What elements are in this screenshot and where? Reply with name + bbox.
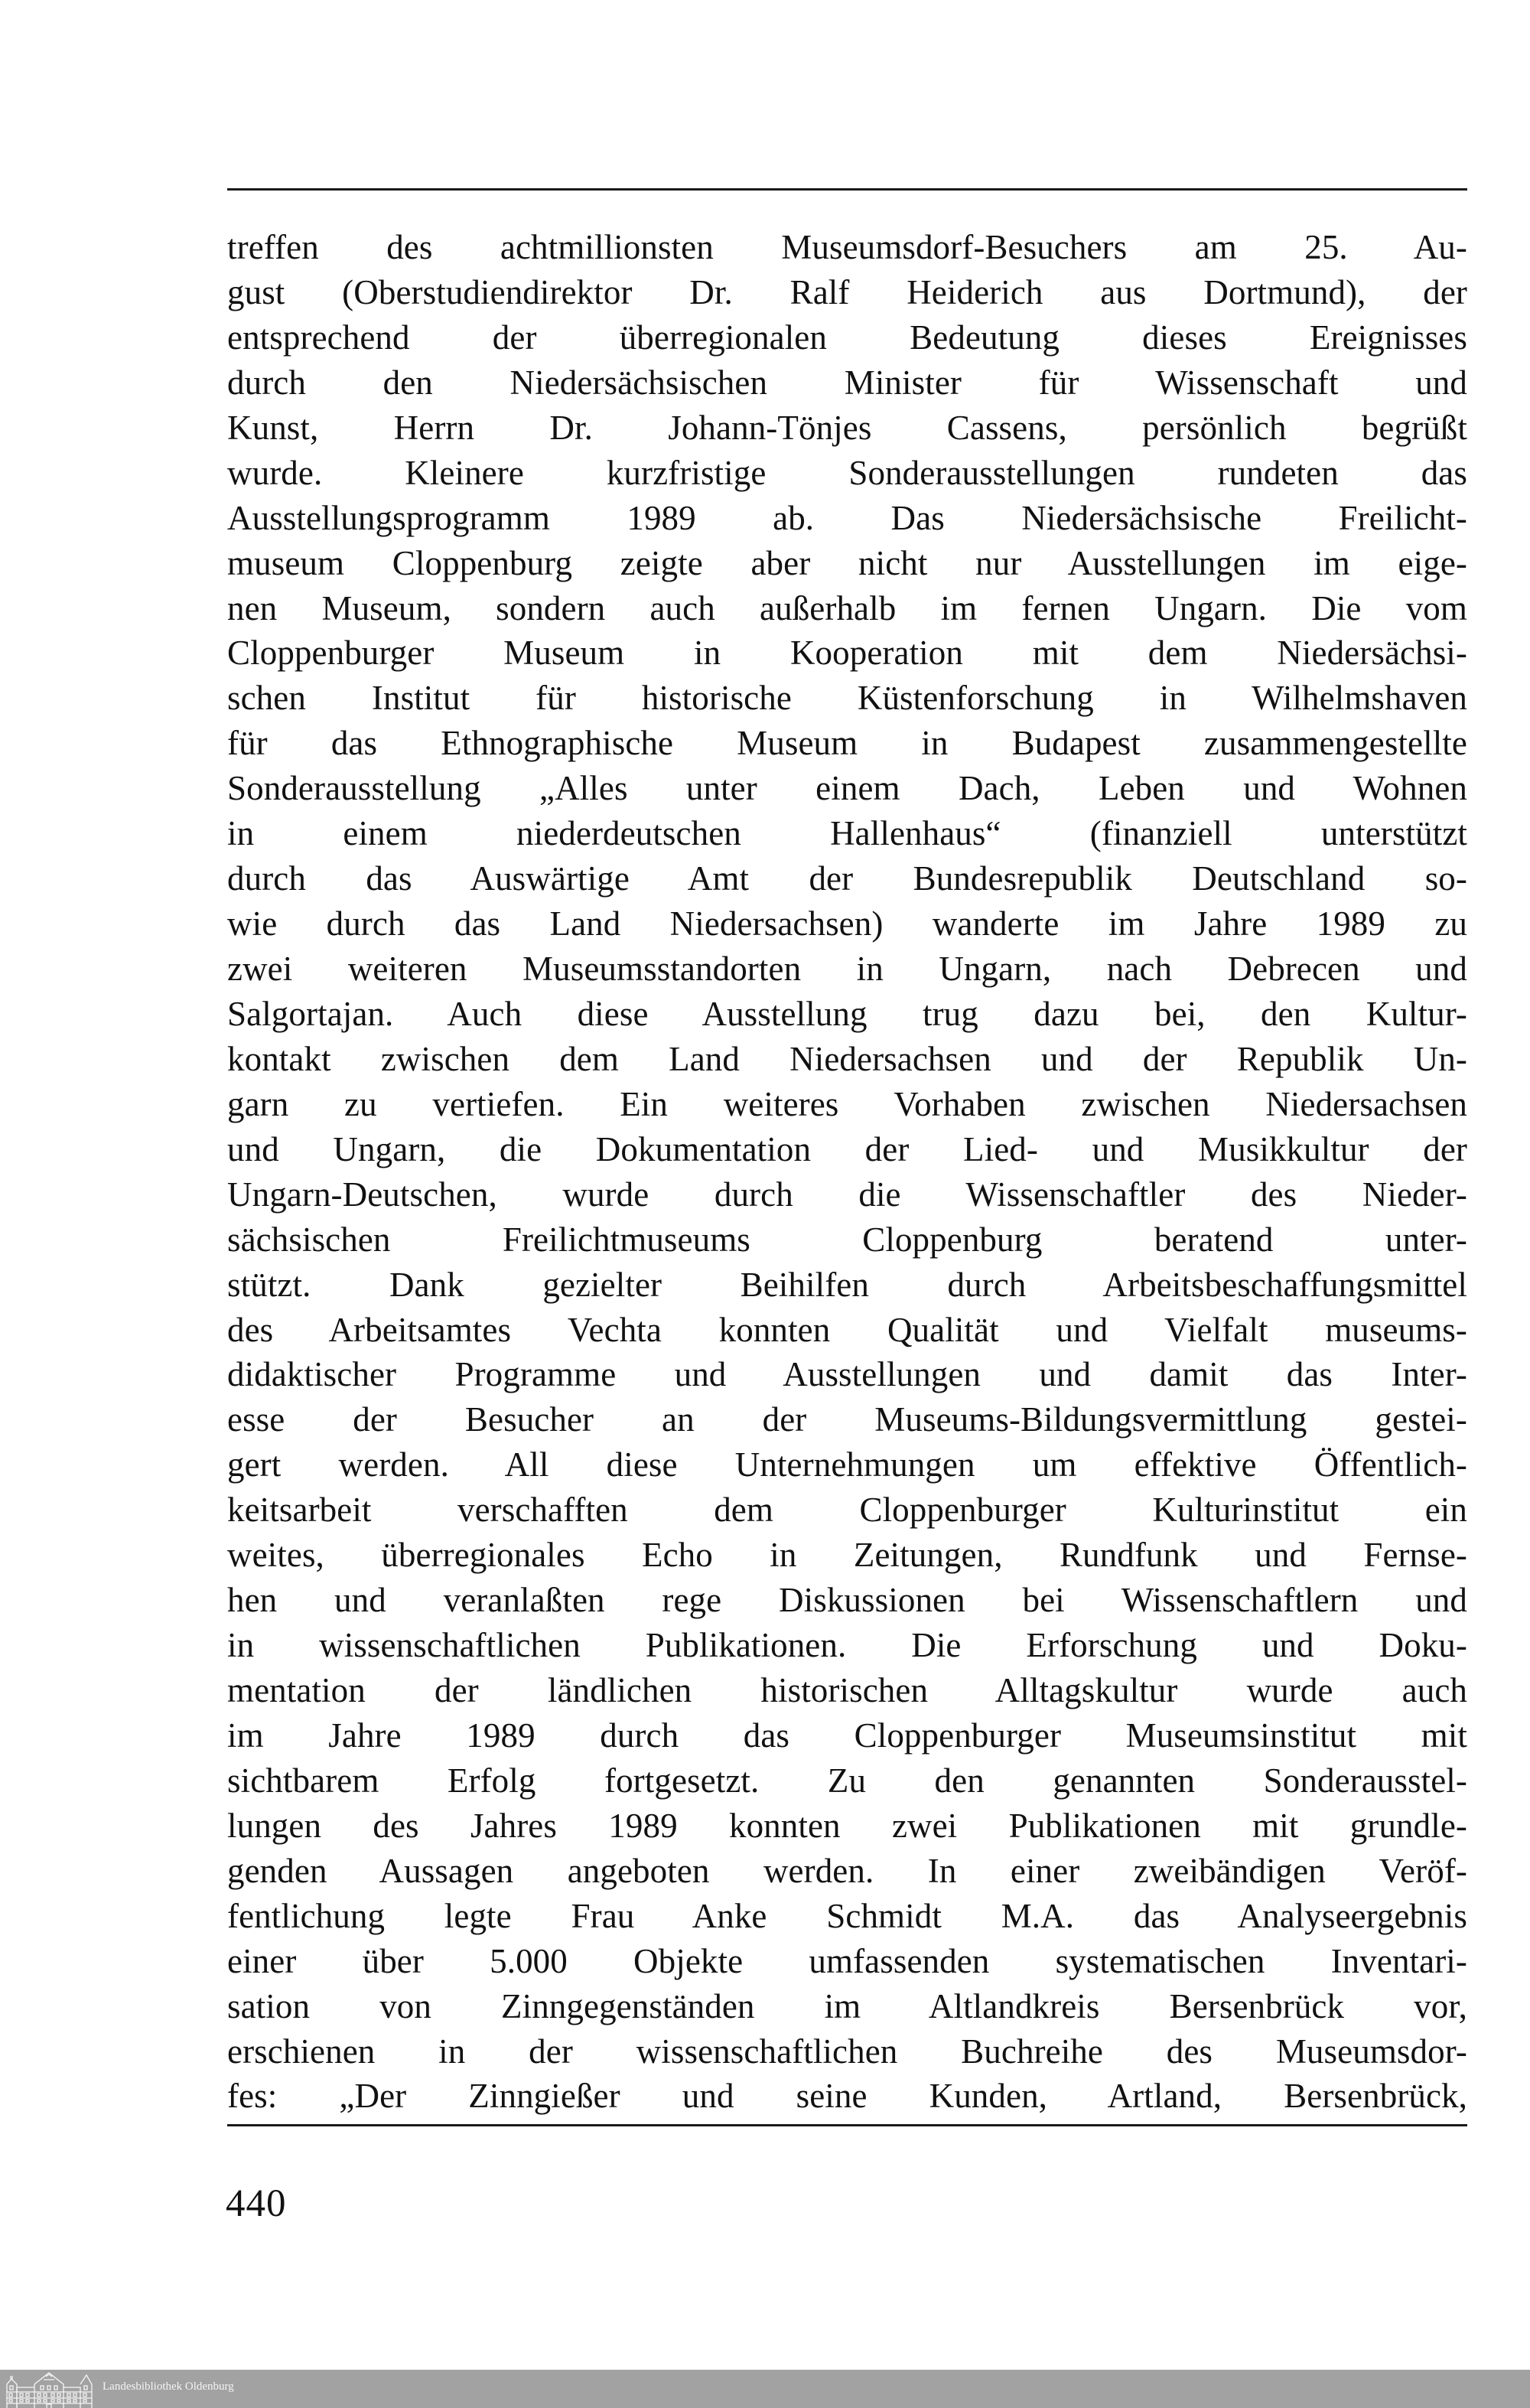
text-line: hen und veranlaßten rege Diskussionen bei Wissenschaftlern und — [227, 1581, 1467, 1620]
text-line: treffen des achtmillionsten Museumsdorf-Besuchers am 25. Au- — [227, 228, 1467, 266]
text-line: entsprechend der überregionalen Bedeutung dieses Ereignisses — [227, 318, 1467, 357]
body-text — [227, 225, 1467, 2119]
text-line: stützt. Dank gezielter Beihilfen durch Arbeitsbeschaffungsmittel — [227, 1265, 1467, 1304]
text-line: gert werden. All diese Unternehmungen um effektive Öffentlich- — [227, 1445, 1467, 1484]
text-line: Cloppenburger Museum in Kooperation mit dem Niedersächsi- — [227, 634, 1467, 673]
text-line: museum Cloppenburg zeigte aber nicht nur Ausstellungen im eige- — [227, 543, 1467, 582]
text-line: Ungarn-Deutschen, wurde durch die Wissenschaftler des Nieder- — [227, 1175, 1467, 1214]
text-line: des Arbeitsamtes Vechta konnten Qualität und Vielfalt museums- — [227, 1310, 1467, 1349]
text-line: sächsischen Freilichtmuseums Cloppenburg beratend unter- — [227, 1220, 1467, 1259]
text-line: nen Museum, sondern auch außerhalb im fernen Ungarn. Die vom — [227, 588, 1467, 627]
text-line: zwei weiteren Museumsstandorten in Ungarn, nach Debrecen und — [227, 950, 1467, 988]
text-line: didaktischer Programme und Ausstellungen und damit das Inter- — [227, 1355, 1467, 1394]
text-line: sation von Zinngegenständen im Altlandkreis Bersenbrück vor, — [227, 1986, 1467, 2025]
text-line: esse der Besucher an der Museums-Bildungsvermittlung gestei- — [227, 1400, 1467, 1439]
text-line: gust (Oberstudiendirektor Dr. Ralf Heiderich aus Dortmund), der — [227, 272, 1467, 311]
text-line: wie durch das Land Niedersachsen) wanderte im Jahre 1989 zu — [227, 904, 1467, 943]
library-footer-bar — [0, 2370, 1530, 2408]
top-rule — [227, 188, 1467, 191]
page-number: 440 — [226, 2182, 287, 2225]
text-line: durch das Auswärtige Amt der Bundesrepublik Deutschland so- — [227, 859, 1467, 898]
text-line: fentlichung legte Frau Anke Schmidt M.A. das Analyseergebnis — [227, 1896, 1467, 1935]
text-line: Salgortajan. Auch diese Ausstellung trug dazu bei, den Kultur- — [227, 994, 1467, 1033]
text-line: erschienen in der wissenschaftlichen Buchreihe des Museumsdor- — [227, 2032, 1467, 2071]
text-line: in einem niederdeutschen Hallenhaus“ (finanziell unterstützt — [227, 814, 1467, 853]
text-line: fes: „Der Zinngießer und seine Kunden, Artland, Bersenbrück, — [227, 2077, 1467, 2116]
text-line: weites, überregionales Echo in Zeitungen, Rundfunk und Fernse- — [227, 1536, 1467, 1575]
text-line: keitsarbeit verschafften dem Cloppenburger Kulturinstitut ein — [227, 1491, 1467, 1530]
text-line: Kunst, Herrn Dr. Johann-Tönjes Cassens, persönlich begrüßt — [227, 408, 1467, 447]
text-line: im Jahre 1989 durch das Cloppenburger Museumsinstitut mit — [227, 1716, 1467, 1755]
text-line: lungen des Jahres 1989 konnten zwei Publikationen mit grundle- — [227, 1806, 1467, 1845]
text-line: Ausstellungsprogramm 1989 ab. Das Niedersächsische Freilicht- — [227, 498, 1467, 537]
text-line: in wissenschaftlichen Publikationen. Die Erforschung und Doku- — [227, 1626, 1467, 1665]
text-line: wurde. Kleinere kurzfristige Sonderausstellungen rundeten das — [227, 453, 1467, 492]
text-line: garn zu vertiefen. Ein weiteres Vorhaben zwischen Niedersachsen — [227, 1084, 1467, 1123]
text-line: kontakt zwischen dem Land Niedersachsen und der Republik Un- — [227, 1039, 1467, 1078]
text-line: schen Institut für historische Küstenforschung in Wilhelmshaven — [227, 679, 1467, 718]
text-line: durch den Niedersächsischen Minister für Wissenschaft und — [227, 363, 1467, 402]
library-building-icon — [4, 2371, 94, 2408]
text-line: Sonderausstellung „Alles unter einem Dach, Leben und Wohnen — [227, 769, 1467, 808]
text-line: für das Ethnographische Museum in Budapest zusammengestellte — [227, 724, 1467, 763]
text-line: und Ungarn, die Dokumentation der Lied- und Musikkultur der — [227, 1129, 1467, 1168]
library-name: Landesbibliothek Oldenburg — [103, 2380, 234, 2393]
text-line: sichtbarem Erfolg fortgesetzt. Zu den genannten Sonderausstel- — [227, 1761, 1467, 1800]
text-line: mentation der ländlichen historischen Alltagskultur wurde auch — [227, 1671, 1467, 1709]
text-line: genden Aussagen angeboten werden. In einer zweibändigen Veröf- — [227, 1851, 1467, 1890]
bottom-rule — [227, 2124, 1467, 2126]
text-line: einer über 5.000 Objekte umfassenden systematischen Inventari- — [227, 1941, 1467, 1980]
